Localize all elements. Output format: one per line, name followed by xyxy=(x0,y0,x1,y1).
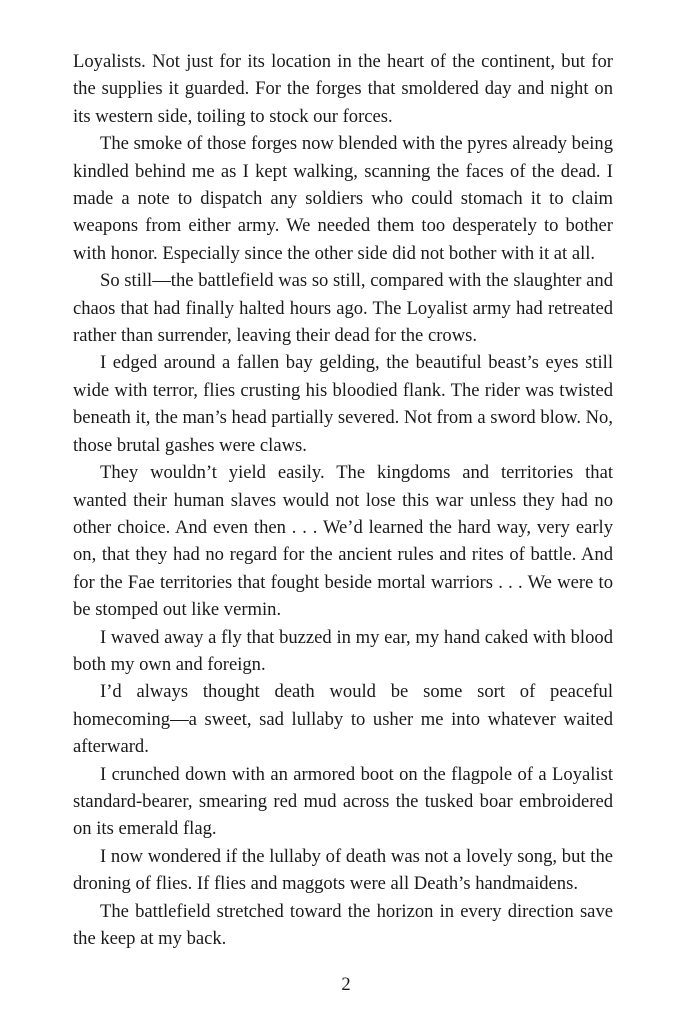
paragraph: I now wondered if the lullaby of death was not a lovely song, but the droning of flies. If flies and maggots were all Death’s handmaidens. xyxy=(73,845,613,895)
paragraph: I waved away a fly that buzzed in my ear, my hand caked with blood both my own and foreign. xyxy=(73,626,613,675)
page-body xyxy=(73,48,613,952)
paragraph: So still—the battlefield was so still, compared with the slaughter and chaos that had finally halted hours ago. The Loyalist army had retreated rather than surrender, leaving their dead for the crows. xyxy=(73,270,613,347)
paragraph-continued: Loyalists. Not just for its location in the heart of the continent, but for the supplies it guarded. For the forges that smoldered day and night on its western side, toiling to stock our forces. xyxy=(73,51,613,127)
page-number: 2 xyxy=(341,974,351,995)
paragraph: I edged around a fallen bay gelding, the beautiful beast’s eyes still wide with terror, flies crusting his bloodied flank. The rider was twisted beneath it, the man’s head partially severed. Not from a sword blow. No, those brutal gashes were claws. xyxy=(73,352,613,456)
paragraph: They wouldn’t yield easily. The kingdoms and territories that wanted their human slaves would not lose this war unless they had no other choice. And even then . . . We’d learned the hard way, very early on, that they had no regard for the ancient rules and rites of battle. And for the Fae territories that fought beside mortal warriors . . . We were to be stomped out like vermin. xyxy=(73,462,613,621)
paragraph: I’d always thought death would be some sort of peaceful homecoming—a sweet, sad lullaby to usher me into whatever waited afterward. xyxy=(73,681,613,758)
paragraph: The battlefield stretched toward the horizon in every direction save the keep at my back. xyxy=(73,900,613,949)
paragraph: I crunched down with an armored boot on the flagpole of a Loyalist standard-bearer, smearing red mud across the tusked boar embroidered on its emerald flag. xyxy=(73,763,613,840)
paragraph: The smoke of those forges now blended with the pyres already being kindled behind me as I kept walking, scanning the faces of the dead. I made a note to dispatch any soldiers who could stomach it to claim weapons from either army. We needed them too desperately to bother with honor. Especially since the other side did not bother with it at all. xyxy=(73,133,613,264)
